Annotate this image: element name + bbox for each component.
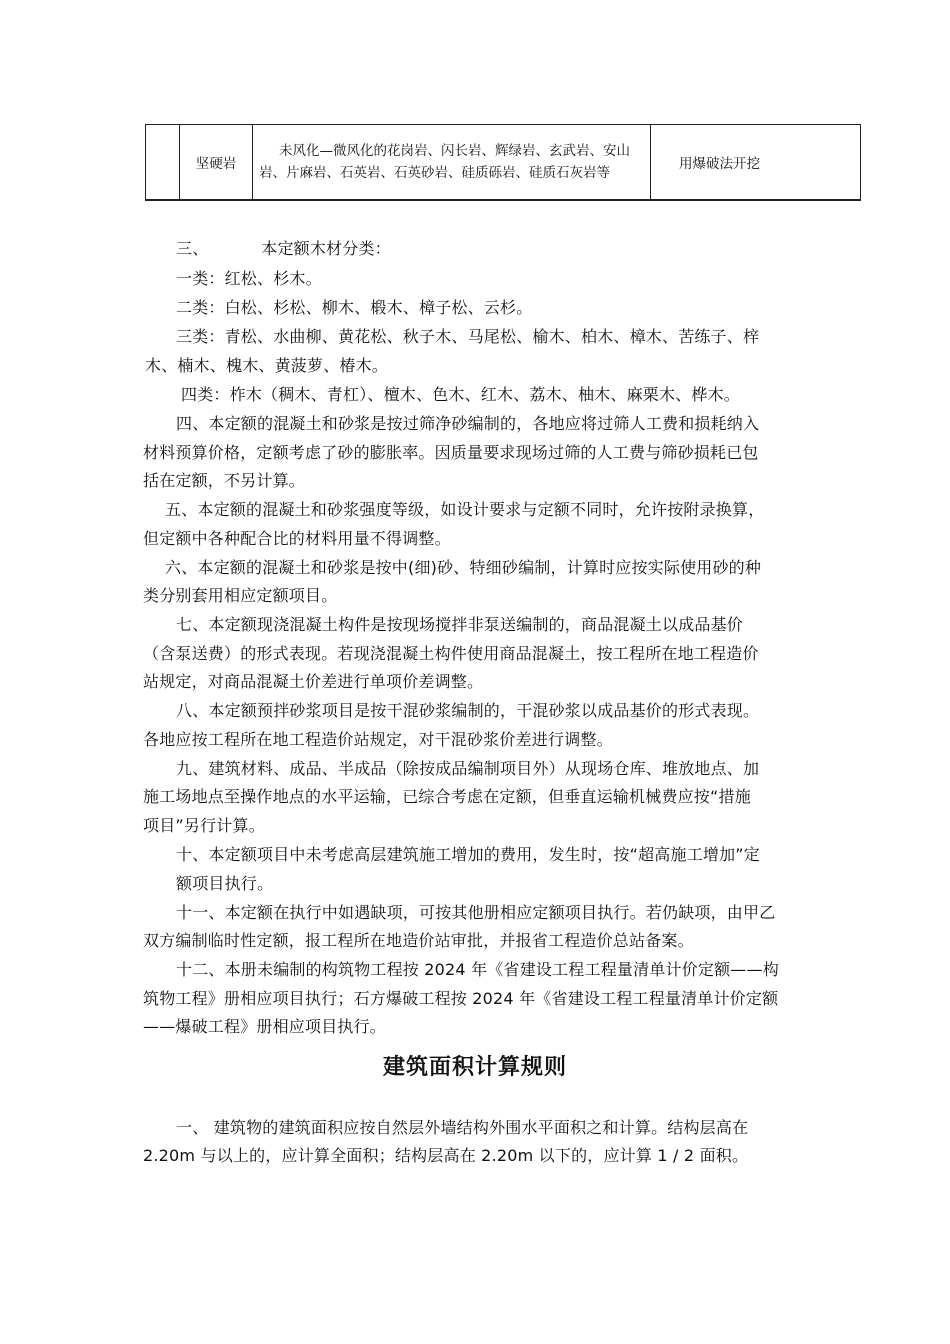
clause-5-line: 五、本定额的混凝土和砂浆强度等级，如设计要求与定额不同时，允许按附录换算， xyxy=(165,500,765,519)
blank-cell xyxy=(146,125,180,201)
wood-class-1: 一类：红松、杉木。 xyxy=(176,269,322,288)
wood-class-3-line-2: 木、楠木、槐木、黄菠萝、椿木。 xyxy=(145,356,389,375)
table-row xyxy=(146,125,861,201)
rock-category-cell: 坚硬岩 xyxy=(180,125,253,201)
clause-4-line: 四、本定额的混凝土和砂浆是按过筛净砂编制的，各地应将过筛人工费和损耗纳入 xyxy=(176,414,760,433)
clause-10-line: 十、本定额项目中未考虑高层建筑施工增加的费用，发生时，按“超高施工增加”定 xyxy=(176,845,760,864)
wood-class-2: 二类：白松、杉松、柳木、椴木、樟子松、云杉。 xyxy=(176,298,533,317)
rock-classification-table xyxy=(145,124,861,201)
rock-description-text: 未风化—微风化的花岗岩、闪长岩、辉绿岩、玄武岩、安山岩、片麻岩、石英岩、石英砂岩、硅质砾岩、硅质石灰岩等 xyxy=(259,143,630,181)
clause-11-line: 双方编制临时性定额，报工程所在地造价站审批，并报省工程造价总站备案。 xyxy=(143,931,694,950)
clause-8-line: 各地应按工程所在地工程造价站规定，对干混砂浆价差进行调整。 xyxy=(143,730,613,749)
clause-9-line: 施工场地点至操作地点的水平运输，已综合考虑在定额，但垂直运输机械费应按“措施 xyxy=(143,787,751,806)
clause-11-line: 十一、本定额在执行中如遇缺项，可按其他册相应定额项目执行。若仍缺项，由甲乙 xyxy=(176,903,776,922)
clause-9-line: 项目”另行计算。 xyxy=(143,816,265,835)
area-rule-1-line: 2.20m 与以上的，应计算全面积；结构层高在 2.20m 以下的，应计算 1 / 2 面积。 xyxy=(143,1146,749,1165)
area-rule-1-line: 一、 建筑物的建筑面积应按自然层外墙结构外围水平面积之和计算。结构层高在 xyxy=(176,1118,749,1137)
wood-classification-title: 三、 本定额木材分类： xyxy=(176,239,391,258)
clause-7-line: 七、本定额现浇混凝土构件是按现场搅拌非泵送编制的，商品混凝土以成品基价 xyxy=(176,615,744,634)
clause-5-line: 但定额中各种配合比的材料用量不得调整。 xyxy=(143,529,451,548)
clause-7-line: （含泵送费）的形式表现。若现浇混凝土构件使用商品混凝土，按工程所在地工程造价 xyxy=(143,644,759,663)
rock-description-cell xyxy=(253,125,651,201)
clause-12-line: 十二、本册未编制的构筑物工程按 2024 年《省建设工程工程量清单计价定额——构 xyxy=(176,960,779,979)
clause-4-line: 括在定额，不另计算。 xyxy=(143,471,306,490)
clause-10-line: 额项目执行。 xyxy=(176,874,274,893)
clause-6-line: 六、本定额的混凝土和砂浆是按中(细)砂、特细砂编制，计算时应按实际使用砂的种 xyxy=(165,558,762,577)
clause-12-line: 筑物工程》册相应项目执行；石方爆破工程按 2024 年《省建设工程工程量清单计价定额 xyxy=(143,989,779,1008)
clause-12-line: ——爆破工程》册相应项目执行。 xyxy=(143,1017,387,1036)
excavation-method-cell: 用爆破法开挖 xyxy=(651,125,861,201)
clause-9-line: 九、建筑材料、成品、半成品（除按成品编制项目外）从现场仓库、堆放地点、加 xyxy=(176,759,760,778)
wood-class-4: 四类：柞木（稠木、青杠）、檀木、色木、红木、荔木、柚木、麻栗木、桦木。 xyxy=(181,385,741,404)
clause-8-line: 八、本定额预拌砂浆项目是按干混砂浆编制的，干混砂浆以成品基价的形式表现。 xyxy=(176,701,760,720)
clause-6-line: 类分别套用相应定额项目。 xyxy=(143,586,338,605)
clause-7-line: 站规定，对商品混凝土价差进行单项价差调整。 xyxy=(143,672,484,691)
wood-class-3-line-1: 三类：青松、水曲柳、黄花松、秋子木、马尾松、榆木、柏木、樟木、苦练子、梓 xyxy=(176,327,760,346)
section-heading: 建筑面积计算规则 xyxy=(382,1055,567,1080)
clause-4-line: 材料预算价格，定额考虑了砂的膨胀率。因质量要求现场过筛的人工费与筛砂损耗已包 xyxy=(143,443,759,462)
